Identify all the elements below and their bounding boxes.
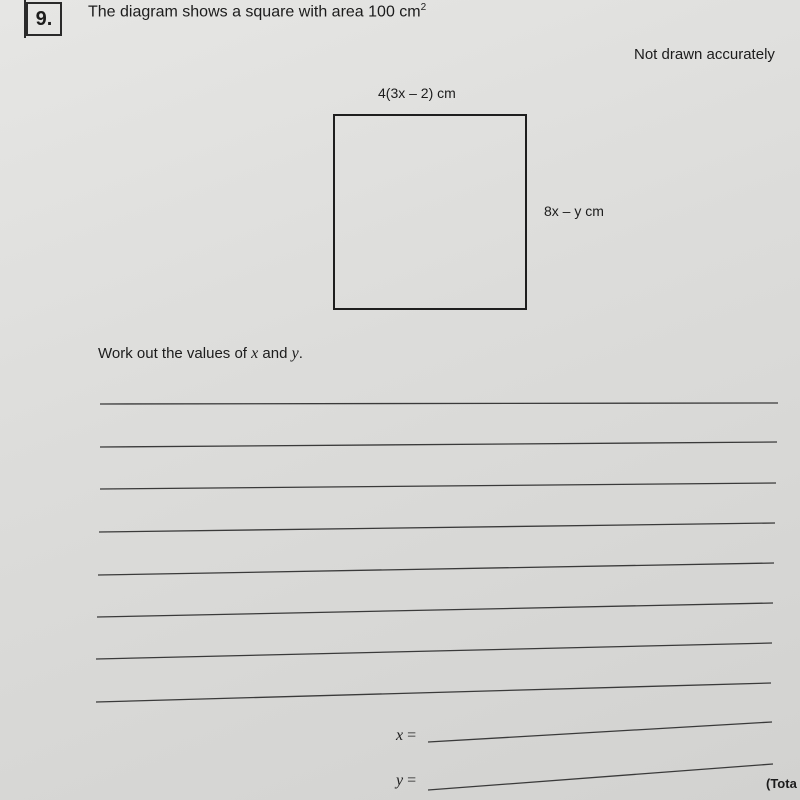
instruction-middle: and xyxy=(258,345,292,362)
working-line[interactable] xyxy=(96,683,771,702)
y-answer-var: y xyxy=(396,772,404,789)
square-right-side-label: 8x – y cm xyxy=(544,203,604,219)
x-answer-var: x xyxy=(396,727,404,744)
x-answer-label xyxy=(396,727,416,745)
instruction-var-y: y xyxy=(291,345,299,362)
working-line[interactable] xyxy=(100,442,777,447)
question-number: 9. xyxy=(35,7,53,30)
y-answer-label xyxy=(396,772,416,790)
working-line[interactable] xyxy=(98,563,774,575)
working-line[interactable] xyxy=(96,643,772,659)
total-marks: (Tota xyxy=(766,776,797,791)
instruction-prefix: Work out the values of xyxy=(98,345,252,362)
y-answer-equals: = xyxy=(403,772,417,789)
not-drawn-accurately-note: Not drawn accurately xyxy=(634,46,775,63)
working-line[interactable] xyxy=(100,403,778,404)
area-unit-exponent: 2 xyxy=(420,2,427,13)
working-line[interactable] xyxy=(100,483,776,489)
square-top-side-label: 4(3x – 2) cm xyxy=(378,85,456,101)
x-answer-line[interactable] xyxy=(428,722,772,742)
question-sentence: The diagram shows a square with area 100 cm xyxy=(88,3,421,21)
x-answer-equals: = xyxy=(403,727,417,744)
working-line[interactable] xyxy=(97,603,773,617)
y-answer-line[interactable] xyxy=(428,764,773,790)
instruction-var-x: x xyxy=(251,345,259,362)
working-line[interactable] xyxy=(99,523,775,532)
instruction-suffix: . xyxy=(298,345,303,362)
